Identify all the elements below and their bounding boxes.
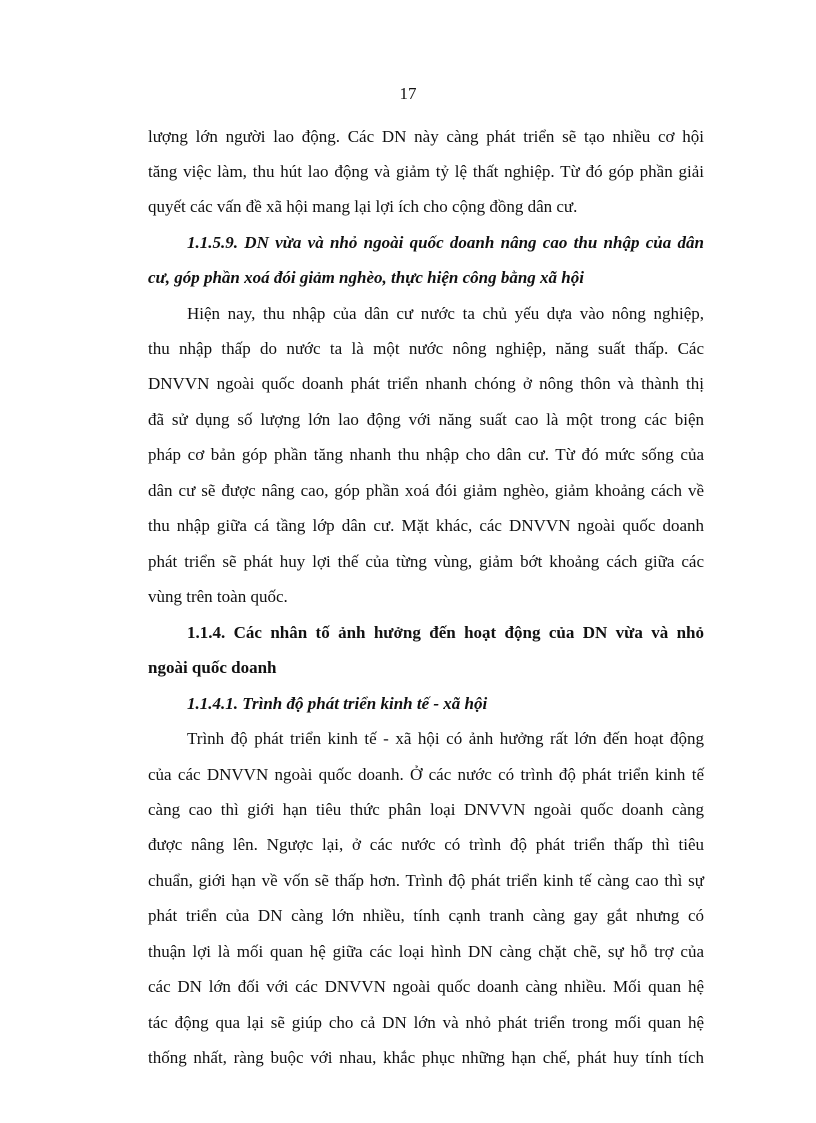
paragraph-line: tác động qua lại sẽ giúp cho cả DN lớn và nhỏ phát triển trong mối quan hệ: [148, 1013, 704, 1032]
paragraph-line: tăng việc làm, thu hút lao động và giảm tỷ lệ thất nghiệp. Từ đó góp phần giải: [148, 162, 704, 181]
paragraph-line: các DN lớn đối với các DNVVN ngoài quốc doanh càng nhiều. Mối quan hệ: [148, 977, 704, 996]
paragraph-line: phát triển của DN càng lớn nhiều, tính cạnh tranh càng gay gắt nhưng có: [148, 906, 704, 925]
subsection-heading-line: cư, góp phần xoá đói giảm nghèo, thực hiện công bằng xã hội: [148, 268, 584, 287]
section-heading-line: ngoài quốc doanh: [148, 658, 277, 677]
page-number: 17: [399, 84, 417, 103]
paragraph-line: thuận lợi là mối quan hệ giữa các loại hình DN càng chặt chẽ, sự hỗ trợ của: [148, 942, 704, 961]
paragraph-line: DNVVN ngoài quốc doanh phát triển nhanh chóng ở nông thôn và thành thị: [148, 374, 704, 393]
paragraph-line: phát triển sẽ phát huy lợi thế của từng vùng, giảm bớt khoảng cách giữa các: [148, 552, 704, 571]
paragraph-line: của các DNVVN ngoài quốc doanh. Ở các nước có trình độ phát triển kinh tế: [148, 765, 704, 784]
paragraph-line: vùng trên toàn quốc.: [148, 587, 288, 606]
paragraph-line: càng cao thì giới hạn tiêu thức phân loại DNVVN ngoài quốc doanh càng: [148, 800, 704, 819]
subsection-heading: 1.1.4.1. Trình độ phát triển kinh tế - xã hội: [187, 694, 488, 713]
paragraph-line: thống nhất, ràng buộc với nhau, khắc phục những hạn chế, phát huy tính tích: [148, 1048, 704, 1067]
paragraph-line: được nâng lên. Ngược lại, ở các nước có trình độ phát triển thấp thì tiêu: [148, 835, 704, 854]
paragraph-line: Trình độ phát triển kinh tế - xã hội có ảnh hưởng rất lớn đến hoạt động: [187, 729, 704, 748]
paragraph-line: pháp cơ bản góp phần tăng nhanh thu nhập cho dân cư. Từ đó mức sống của: [148, 445, 704, 464]
paragraph-line: lượng lớn người lao động. Các DN này càng phát triển sẽ tạo nhiều cơ hội: [148, 127, 704, 146]
paragraph-line: Hiện nay, thu nhập của dân cư nước ta chủ yếu dựa vào nông nghiệp,: [187, 304, 704, 323]
paragraph-line: quyết các vấn đề xã hội mang lại lợi ích cho cộng đồng dân cư.: [148, 197, 578, 216]
paragraph-line: chuẩn, giới hạn về vốn sẽ thấp hơn. Trình độ phát triển kinh tế càng cao thì sự: [148, 871, 704, 890]
section-heading-line: 1.1.4. Các nhân tố ảnh hưởng đến hoạt động của DN vừa và nhỏ: [187, 623, 704, 642]
paragraph-line: dân cư sẽ được nâng cao, góp phần xoá đói giảm nghèo, giảm khoảng cách về: [148, 481, 704, 500]
subsection-heading-line: 1.1.5.9. DN vừa và nhỏ ngoài quốc doanh nâng cao thu nhập của dân: [187, 233, 704, 252]
paragraph-line: thu nhập giữa cá tầng lớp dân cư. Mặt khác, các DNVVN ngoài quốc doanh: [148, 516, 704, 535]
paragraph-line: đã sử dụng số lượng lớn lao động với năng suất cao là một trong các biện: [148, 410, 704, 429]
paragraph-line: thu nhập thấp do nước ta là một nước nông nghiệp, năng suất thấp. Các: [148, 339, 704, 358]
